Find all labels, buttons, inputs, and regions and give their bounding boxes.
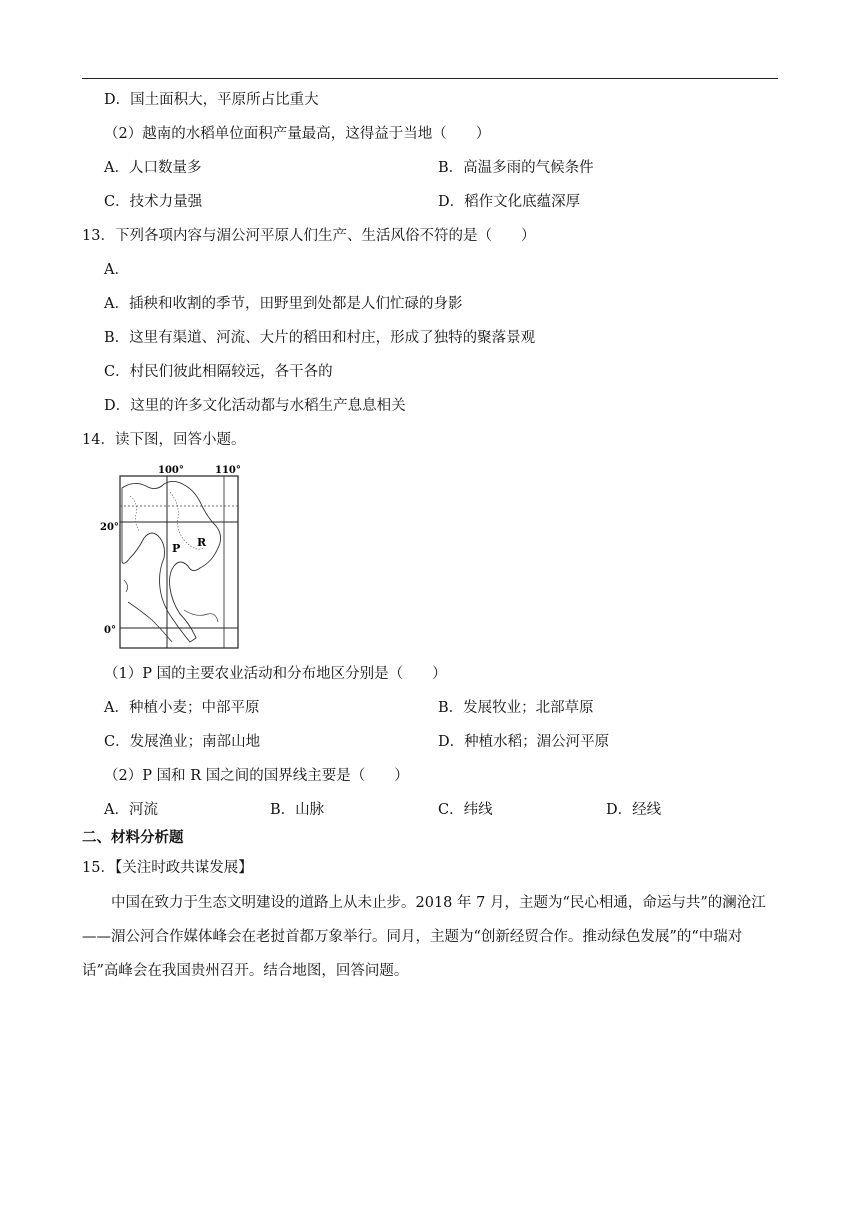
q14-part1-option-c: C．发展渔业；南部山地	[104, 734, 261, 750]
southeast-asia-map	[100, 462, 242, 650]
map-label-p: P	[172, 542, 181, 555]
q14-part2-option-b: B．山脉	[270, 802, 325, 818]
q14-part2-option-c: C．纬线	[438, 802, 493, 818]
q14-stem: 14．读下图，回答小题。	[82, 432, 246, 448]
q13-option-a: A．插秧和收割的季节，田野里到处都是人们忙碌的身影	[104, 296, 463, 312]
q14-part2-option-d: D．经线	[606, 802, 662, 818]
q15-title: 15．【关注时政共谋发展】	[82, 860, 253, 876]
q15-body: 中国在致力于生态文明建设的道路上从未止步。2018 年 7 月，主题为“民心相通，命运与共”的澜沧江——湄公河合作媒体峰会在老挝首都万象举行。同月，主题为“创新经贸合作。推动绿色发展”的“中瑞对话”高峰会在我国贵州召开。结合地图，回答问题。	[82, 895, 766, 979]
q12-prev-option-d: D．国土面积大，平原所占比重大	[104, 92, 319, 108]
q14-part2-option-a: A．河流	[104, 802, 158, 818]
header-rule	[82, 78, 778, 79]
map-lon-label-110: 110°	[215, 465, 241, 476]
section-2-heading: 二、材料分析题	[82, 830, 184, 846]
q12-part2-stem: （2）越南的水稻单位面积产量最高，这得益于当地（ ）	[104, 126, 491, 142]
q13-option-b: B．这里有渠道、河流、大片的稻田和村庄，形成了独特的聚落景观	[104, 330, 536, 346]
q12-option-c: C．技术力量强	[104, 194, 203, 210]
q12-option-d: D．稻作文化底蕴深厚	[438, 194, 581, 210]
q13-stem: 13．下列各项内容与湄公河平原人们生产、生活风俗不符的是（ ）	[82, 228, 536, 244]
q14-part1-option-b: B．发展牧业；北部草原	[438, 700, 594, 716]
q12-option-b: B．高温多雨的气候条件	[438, 160, 594, 176]
map-lat-label-20: 20°	[100, 522, 119, 533]
q14-part2-stem: （2）P 国和 R 国之间的国界线主要是（ ）	[104, 768, 409, 784]
map-lon-label-100: 100°	[158, 465, 184, 476]
q13-blank-option: A．	[104, 262, 129, 278]
q12-option-a: A．人口数量多	[104, 160, 202, 176]
q13-option-c: C．村民们彼此相隔较远，各干各的	[104, 364, 333, 380]
map-lat-label-0: 0°	[104, 625, 116, 636]
q14-part1-stem: （1）P 国的主要农业活动和分布地区分别是（ ）	[104, 666, 447, 682]
q14-part1-option-a: A．种植小麦；中部平原	[104, 700, 260, 716]
q14-part1-option-d: D．种植水稻；湄公河平原	[438, 734, 610, 750]
map-label-r: R	[197, 536, 207, 549]
q13-option-d: D．这里的许多文化活动都与水稻生产息息相关	[104, 398, 406, 414]
